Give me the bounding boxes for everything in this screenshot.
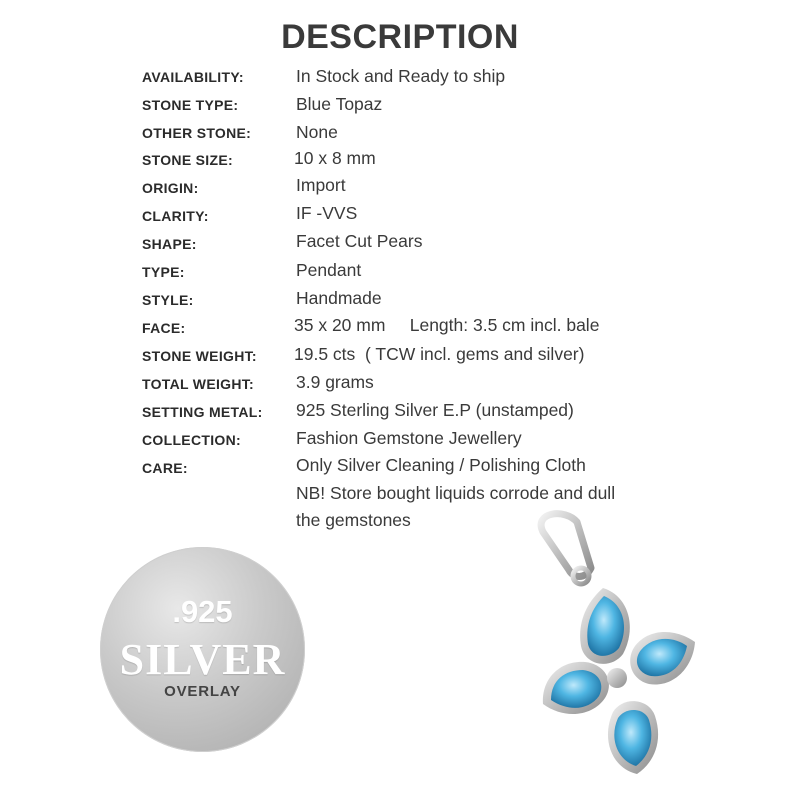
spec-value-style: Handmade [296, 288, 382, 308]
badge-number: .925 [172, 594, 233, 629]
spec-label-type: TYPE: [142, 264, 185, 280]
badge-metal: SILVER [119, 635, 286, 684]
spec-label-stone-type: STONE TYPE: [142, 97, 239, 113]
center-joint [607, 668, 627, 688]
silver-overlay-badge [100, 547, 305, 752]
spec-label-clarity: CLARITY: [142, 208, 209, 224]
spec-value-type: Pendant [296, 260, 362, 280]
care-note-line-1: NB! Store bought liquids corrode and dull [296, 483, 616, 503]
gem-right [630, 632, 695, 685]
spec-value-origin: Import [296, 175, 346, 195]
gem-top [580, 588, 630, 664]
spec-label-total-weight: TOTAL WEIGHT: [142, 376, 255, 392]
gem-bottom [608, 701, 658, 774]
pendant-illustration [525, 510, 705, 780]
spec-value-total-weight: 3.9 grams [296, 372, 374, 392]
spec-value-clarity: IF -VVS [296, 203, 358, 223]
spec-value-setting-metal: 925 Sterling Silver E.P (unstamped) [296, 400, 574, 420]
spec-value-face: 35 x 20 mm Length: 3.5 cm incl. bale [294, 315, 600, 335]
spec-value-stone-size: 10 x 8 mm [294, 148, 376, 168]
spec-label-availability: AVAILABILITY: [142, 69, 244, 85]
gem-left [543, 662, 609, 714]
spec-value-care: Only Silver Cleaning / Polishing Cloth [296, 455, 586, 475]
pendant-image [525, 510, 705, 785]
spec-value-shape: Facet Cut Pears [296, 231, 423, 251]
badge-subtitle: OVERLAY [164, 683, 241, 700]
spec-label-setting-metal: SETTING METAL: [142, 404, 263, 420]
spec-value-availability: In Stock and Ready to ship [296, 66, 506, 86]
spec-label-style: STYLE: [142, 292, 194, 308]
spec-label-shape: SHAPE: [142, 236, 197, 252]
spec-label-care: CARE: [142, 460, 188, 476]
spec-label-origin: ORIGIN: [142, 180, 199, 196]
page-title: DESCRIPTION [281, 18, 519, 56]
spec-label-stone-weight: STONE WEIGHT: [142, 348, 257, 364]
spec-label-other-stone: OTHER STONE: [142, 125, 252, 141]
spec-label-face: FACE: [142, 320, 186, 336]
spec-value-other-stone: None [296, 122, 338, 142]
bale [541, 514, 591, 584]
spec-label-stone-size: STONE SIZE: [142, 152, 233, 168]
care-note-line-2: the gemstones [296, 510, 411, 530]
spec-value-stone-type: Blue Topaz [296, 94, 383, 114]
spec-label-collection: COLLECTION: [142, 432, 241, 448]
spec-value-stone-weight: 19.5 cts ( TCW incl. gems and silver) [294, 344, 585, 364]
spec-value-collection: Fashion Gemstone Jewellery [296, 428, 522, 448]
